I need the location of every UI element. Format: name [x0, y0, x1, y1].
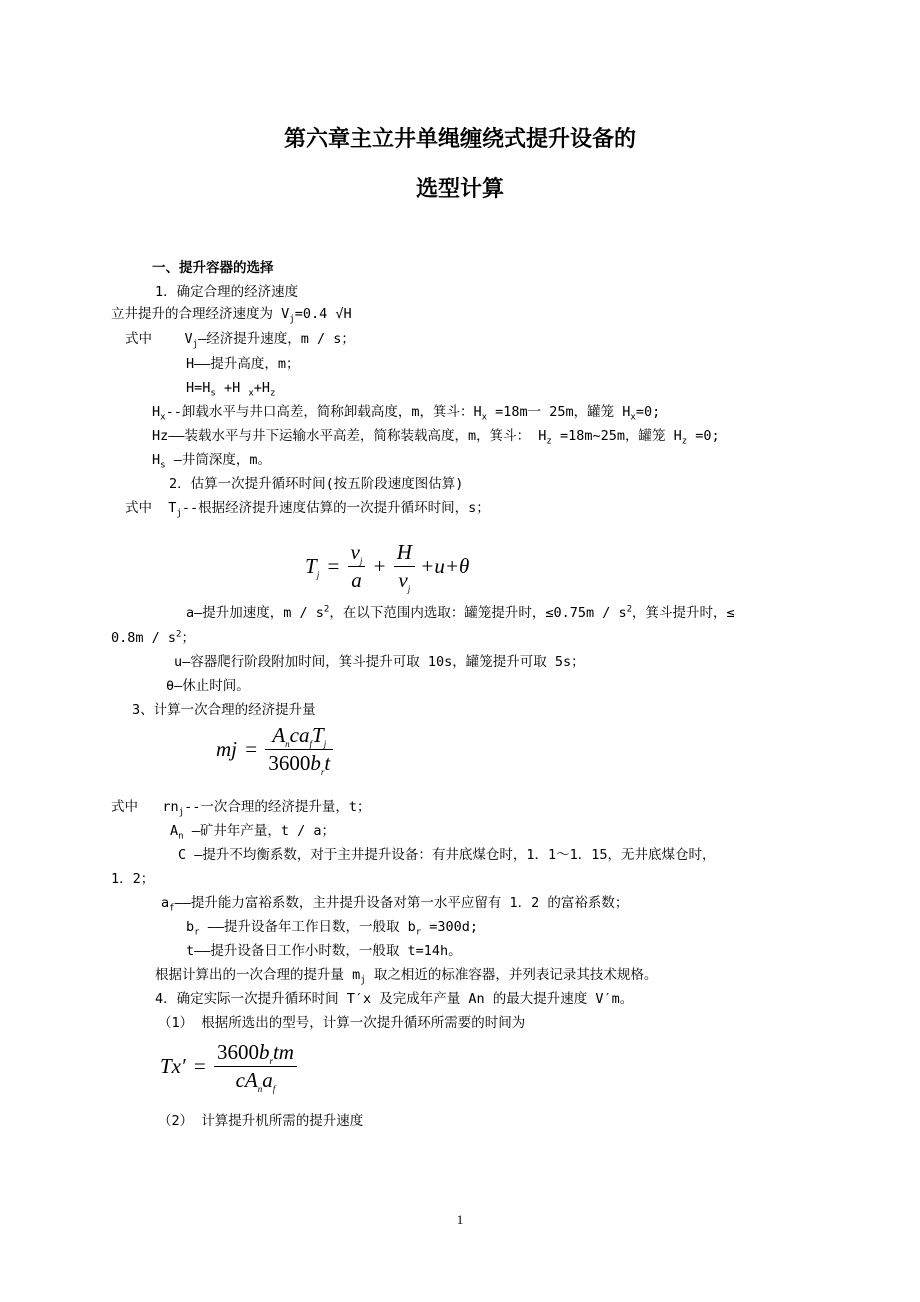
- fraction-vj-over-a: $\frac{v_j}{a}$: [348, 540, 366, 593]
- econ-speed-line: 立井提升的合理经济速度为 $V_j=0.4$ √H: [111, 306, 352, 325]
- mj-definition: 式中 $rn_j--$一次合理的经济提升量，t；: [111, 799, 371, 818]
- formula-mj: mj = $\frac{A_nca_fT_j}{3600b_rt}$: [216, 723, 333, 776]
- hx-definition: $H_x--$卸载水平与井口高差，简称卸载高度，m，箕斗：$H_x =18m$一 25m，罐笼 $H_x=0$;: [152, 404, 661, 423]
- h-equation: $H=H_s +H$ $_x+H_z$: [186, 380, 276, 399]
- fraction-mj: $\frac{A_nca_fT_j}{3600b_rt}$: [265, 723, 333, 776]
- vj-definition: 式中 $V_j—$经济提升速度，m / s；: [125, 331, 355, 350]
- item2-title: 2．估算一次提升循环时间(按五阶段速度图估算): [169, 476, 464, 492]
- a-definition: a—提升加速度，m / $s^2$，在以下范围内选取：罐笼提升时，$\le 0.75m / s^2$，箕斗提升时，≤: [186, 604, 735, 621]
- section-heading: 一、提升容器的选择: [152, 260, 274, 276]
- br-definition: $b_r$ ——提升设备年工作日数，一般取 $b_r =300d$;: [186, 919, 479, 938]
- item4-title: 4．确定实际一次提升循环时间 T′x 及完成年产量 An 的最大提升速度 V′m。: [155, 991, 634, 1007]
- an-definition: $A_n$ —矿井年产量，t / a；: [170, 823, 335, 842]
- c-definition-cont: 1．2；: [111, 871, 155, 887]
- chapter-title-line2: 选型计算: [415, 177, 504, 202]
- formula-tx: Tx′ = $\frac{3600b_rtm}{cA_na_f}$: [160, 1040, 297, 1093]
- step1-text: （1） 根据所选出的型号，计算一次提升循环所需要的时间为: [158, 1015, 526, 1031]
- fraction-h-over-vj: $\frac{H}{v_j}$: [394, 540, 415, 593]
- item3-title: 3、计算一次合理的经济提升量: [132, 702, 316, 718]
- page-number: 1: [456, 1212, 464, 1227]
- tj-definition: 式中 $T_j--$根据经济提升速度估算的一次提升循环时间，s；: [125, 500, 490, 519]
- step2-text: （2） 计算提升机所需的提升速度: [158, 1113, 364, 1129]
- hs-definition: $H_s$ —井筒深度，m。: [152, 452, 271, 471]
- item1-title: 1．确定合理的经济速度: [155, 284, 299, 300]
- formula-tj: $T_j$ = $\frac{v_j}{a}$ + $\frac{H}{v_j}$ +u+θ: [305, 540, 470, 595]
- a-definition-cont: $0.8m / s^2$；: [111, 629, 195, 646]
- theta-definition: θ—休止时间。: [166, 678, 250, 694]
- select-container-note: 根据计算出的一次合理的提升量 $m_j$ 取之相近的标准容器，并列表记录其技术规格。: [155, 967, 658, 986]
- h-definition: H——提升高度，m；: [186, 356, 300, 372]
- c-definition: C —提升不均衡系数，对于主井提升设备：有井底煤仓时，1．1～1．15，无井底煤仓时，: [178, 847, 716, 863]
- fraction-tx: $\frac{3600b_rtm}{cA_na_f}$: [214, 1040, 297, 1093]
- chapter-title-line1: 第六章主立井单绳缠绕式提升设备的: [283, 127, 636, 152]
- af-definition: $a_f——$提升能力富裕系数，主井提升设备对第一水平应留有 1．2 的富裕系数；: [161, 895, 629, 914]
- u-definition: u—容器爬行阶段附加时间，箕斗提升可取 10s，罐笼提升可取 5s；: [174, 654, 585, 670]
- hz-definition: Hz——装载水平与井下运输水平高差，简称装载高度，m，箕斗： $H_z$ =18m~25m，罐笼 $H_z =0$;: [152, 428, 720, 447]
- t-definition: t——提升设备日工作小时数，一般取 t=14h。: [186, 943, 462, 959]
